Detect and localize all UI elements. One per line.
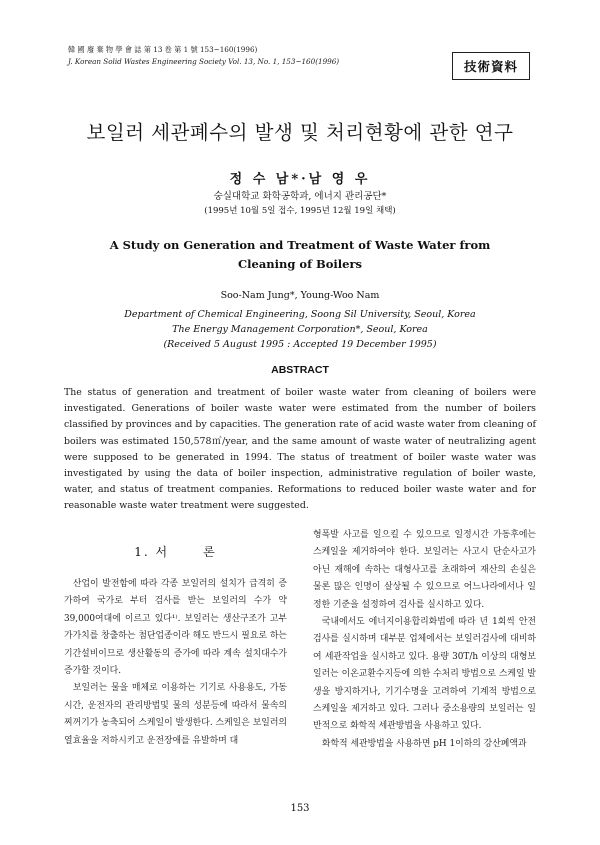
section-heading [64,543,287,560]
english-affiliation-line1: Department of Chemical Engineering, Soong Sil University, Seoul, Korea [124,309,476,320]
page-number: 153 [290,803,310,814]
korean-title: 보일러 세관폐수의 발생 및 처리현황에 관한 연구 [86,121,514,144]
left-paragraph-1: 산업이 발전함에 따라 각종 보일러의 설치가 급격히 증가하여 국가로 부터 검사를 받는 보일러의 수가 약 39,000여대에 이르고 있다¹⁾. 보일러는 생산구조가 고부가가치를 창출하는 첨단업종이라 해도 반드시 필요로 하는 기간설비이므로 생산활동의 증가에 따라 계속 설치대수가 증가할 것이다. [64,579,287,677]
right-paragraph-1: 형폭발 사고를 일으킬 수 있으므로 일정시간 가동후에는 스케일을 제거하여야 한다. 보일러는 사고시 단순사고가 아닌 재해에 속하는 대형사고를 초래하여 재산의 손실은 물론 많은 인명이 살상될 수 있으므로 어느나라에서나 일정한 기준을 설정하여 검사를 실시하고 있다. [313,530,536,610]
english-affiliation [0,307,600,352]
english-title [0,236,600,274]
english-title-line2: Cleaning of Boilers [237,257,363,271]
section-number: 1. [134,545,150,559]
abstract-heading: ABSTRACT [271,364,329,376]
english-affiliation-line2: The Energy Management Corporation*, Seoul, Korea [172,324,428,335]
korean-dates: (1995년 10월 5일 접수, 1995년 12월 19일 채택) [204,206,396,216]
right-paragraph-2: 국내에서도 에너지이용합리화법에 따라 년 1회씩 안전검사를 실시하며 대부분 업체에서는 보일러검사에 대비하여 세관작업을 실시하고 있다. 용량 30T/h 이상의 대형보일러는 이온교환수지등에 의한 수처리 방법으로 스케일 발생을 방지하거나, 기기수명을 고려하여 기계적 방법으로 스케일을 제거하고 있다. 그러나 중소용량의 보일러는 일반적으로 화학적 세관방법을 사용하고 있다. [313,617,536,732]
english-authors: Soo-Nam Jung*, Young-Woo Nam [220,290,380,301]
english-title-line1: A Study on Generation and Treatment of Waste Water from [109,238,491,252]
left-column [64,576,287,750]
right-column [313,527,536,753]
korean-affiliation: 숭실대학교 화학공학과, 에너지 관리공단* [213,191,387,202]
section-title-first: 서 [155,545,170,559]
korean-authors: 정 수 남*·남 영 우 [229,172,371,187]
english-received-dates: (Received 5 August 1995 : Accepted 19 December 1995) [163,339,437,350]
section-title-second: 론 [203,545,217,559]
abstract-text: The status of generation and treatment of boiler waste water from cleaning of boilers were investigated. Generations of boiler waste water were estimated from the number of boilers classified by provinces and by capacities. The generation rate of acid waste water from cleaning of boilers was estimated 150,578㎥/year, and the same amount of waste water of neutralizing agent were supposed to be generated in 1994. The status of treatment of boiler waste water was investigated by using the data of boiler inspection, administrative regulation of boiler waste, water, and status of treatment companies. Reformations to reduced boiler waste water and for reasonable waste water treatment were suggested. [64,387,536,512]
journal-header-korean: 韓 國 廢 棄 物 學 會 誌 第 13 卷 第 1 號 153~160(1996) [68,45,258,54]
left-paragraph-2: 보일러는 물을 매체로 이용하는 기기로 사용용도, 가동시간, 운전자의 관리방법및 물의 성분등에 따라서 물속의 찌꺼기가 농축되어 스케일이 발생한다. 스케일은 보일러의 열효율을 저하시키고 운전장애를 유발하며 대 [64,683,287,746]
right-paragraph-3: 화학적 세관방법을 사용하면 pH 1이하의 강산폐액과 [321,738,527,749]
journal-header-english: J. Korean Solid Wastes Engineering Society Vol. 13, No. 1, 153~160(1996) [68,57,340,66]
journal-header [68,44,339,68]
article-type-badge: 技術資料 [452,52,530,80]
